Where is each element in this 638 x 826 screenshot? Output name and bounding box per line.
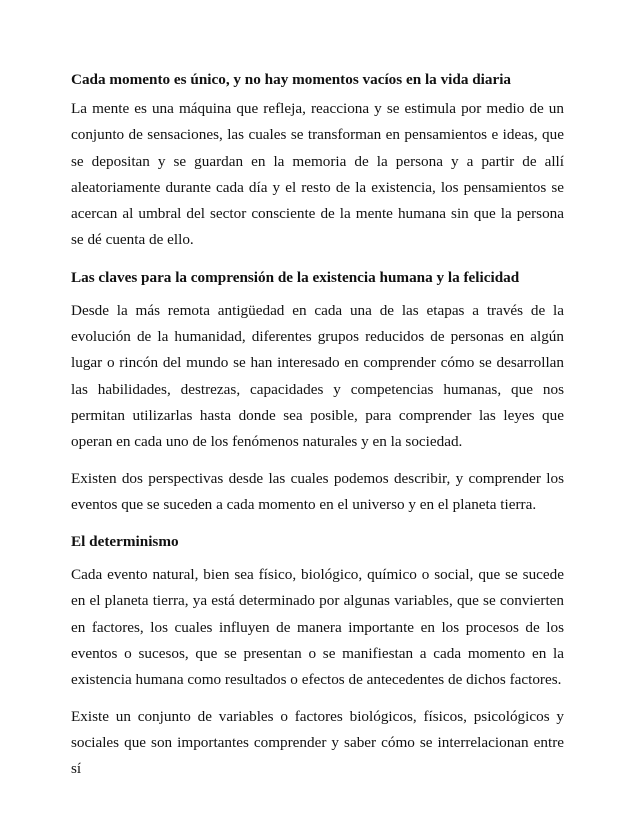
section-heading-keys-understanding: Las claves para la comprensión de la existencia humana y la felicidad <box>71 268 520 286</box>
paragraph-two-perspectives: Existen dos perspectivas desde las cuales podemos describir, y comprender los eventos que se suceden a cada momento en el universo y en el planeta tierra. <box>71 469 564 513</box>
paragraph-ancient-times: Desde la más remota antigüedad en cada una de las etapas a través de la evolución de la humanidad, diferentes grupos reducidos de personas en algún lugar o rincón del mundo se han interesado en comprender cómo se desarrollan las habilidades, destrezas, capacidades y competencias humanas, que nos permitan utilizarlas hasta donde sea posible, para comprender las leyes que operan en cada uno de los fenómenos naturales y en la sociedad. <box>71 301 564 451</box>
paragraph-variables-factors: Existe un conjunto de variables o factores biológicos, físicos, psicológicos y sociales que son importantes comprender y saber cómo se interrelacionan entre sí <box>71 707 564 778</box>
section-heading-determinism: El determinismo <box>71 533 179 551</box>
document-page <box>71 66 564 783</box>
paragraph-natural-event: Cada evento natural, bien sea físico, biológico, químico o social, que se sucede en el planeta tierra, ya está determinado por algunas variables, que se convierten en factores, los cuales influyen de manera importante en los procesos de los eventos o sucesos, que se presentan o se manifiestan a cada momento en la existencia humana como resultados o efectos de antecedentes de dichos factores. <box>71 566 564 689</box>
paragraph-mind-machine: La mente es una máquina que refleja, reacciona y se estimula por medio de un conjunto de sensaciones, las cuales se transforman en pensamientos e ideas, que se depositan y se guardan en la memoria de la persona y a partir de allí aleatoriamente durante cada día y el resto de la existencia, los pensamientos se acercan al umbral del sector consciente de la mente humana sin que la persona se dé cuenta de ello. <box>71 100 564 249</box>
section-heading-unique-moments: Cada momento es único, y no hay momentos vacíos en la vida diaria <box>71 71 512 88</box>
